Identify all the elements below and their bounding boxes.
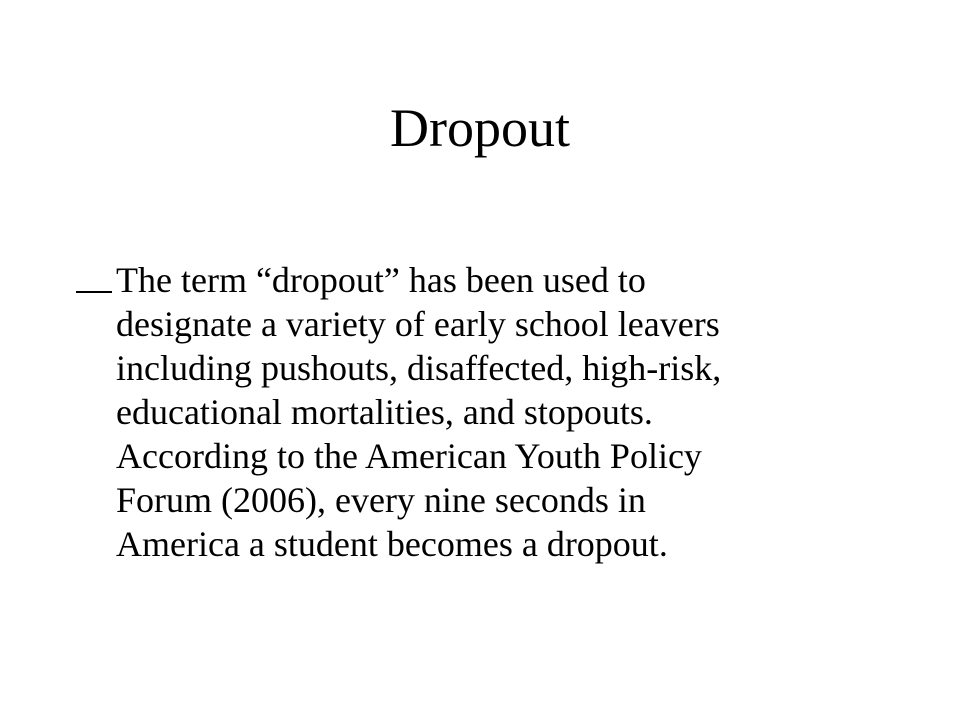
slide-title: Dropout [390,98,570,158]
paragraph-line: designate a variety of early school leavers [116,304,720,344]
paragraph-line: Forum (2006), every nine seconds in [116,480,646,520]
paragraph-line [76,258,876,302]
paragraph-line: including pushouts, disaffected, high-risk, [116,348,722,388]
body-text-block [76,258,876,566]
paragraph-line-text: The term “dropout” has been used to [116,260,646,300]
paragraph-line: educational mortalities, and stopouts. [116,392,653,432]
paragraph-line: America a student becomes a dropout. [116,524,668,564]
bullet-marker [76,291,112,293]
paragraph-line: According to the American Youth Policy [116,436,702,476]
